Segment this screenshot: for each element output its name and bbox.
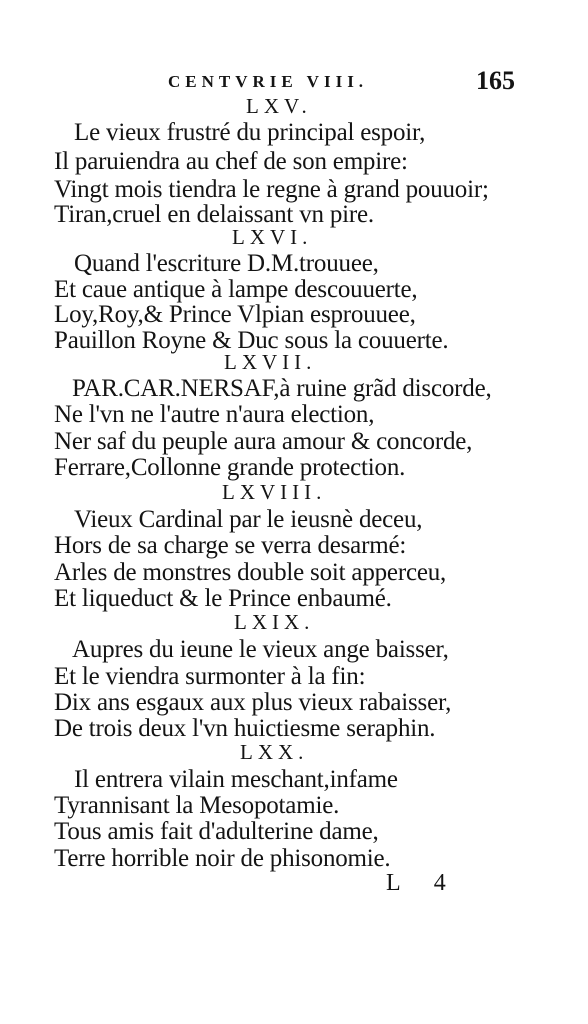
verse-line: Tous amis fait d'adulterine dame, [54,818,379,845]
quatrain-heading: LXX. [240,740,309,764]
verse-line: Vingt mois tiendra le regne à grand pouuoir; [54,176,489,203]
verse-line: De trois deux l'vn huictiesme seraphin. [54,715,436,742]
verse-line: Dix ans esgaux aux plus vieux rabaisser, [54,689,452,716]
verse-line: Aupres du ieune le vieux ange baisser, [72,636,449,663]
verse-line: Et le viendra surmonter à la fin: [54,663,366,690]
quatrain-heading: LXVIII. [222,480,327,504]
verse-line: Loy,Roy,& Prince Vlpian esprouuee, [54,301,416,328]
page-number: 165 [476,66,515,95]
quatrain-heading: LXIX. [234,610,315,634]
verse-line: Il paruiendra au chef de son empire: [54,148,408,175]
verse-line: Pauillon Royne & Duc sous la couuerte. [54,327,449,354]
verse-line: Terre horrible noir de phisonomie. [54,845,391,872]
verse-line: Ner saf du peuple aura amour & concorde, [54,428,473,455]
quatrain-heading: LXVI. [232,225,313,249]
verse-line: Le vieux frustré du principal espoir, [74,119,426,146]
verse-line: Hors de sa charge se verra desarmé: [54,532,407,559]
quatrain-heading: LXVII. [224,350,317,374]
quatrain-heading: LXV. [246,94,312,118]
verse-line: Et caue antique à lampe descouuerte, [54,276,418,303]
verse-line: PAR.CAR.NERSAF,à ruine grãd discorde, [72,375,492,402]
running-head: CENTVRIE VIII. [168,72,369,91]
verse-line: Quand l'escriture D.M.trouuee, [74,250,379,277]
verse-line: Ne l'vn ne l'autre n'aura election, [54,401,375,428]
verse-line: Il entrera vilain meschant,infame [74,766,398,793]
signature-mark: L 4 [386,870,460,896]
verse-line: Et liqueduct & le Prince enbaumé. [54,585,392,612]
verse-line: Tiran,cruel en delaissant vn pire. [54,201,374,228]
verse-line: Tyrannisant la Mesopotamie. [54,792,340,819]
verse-line: Arles de monstres double soit apperceu, [54,559,447,586]
verse-line: Ferrare,Collonne grande protection. [54,454,406,481]
verse-line: Vieux Cardinal par le ieusnè deceu, [74,506,423,533]
